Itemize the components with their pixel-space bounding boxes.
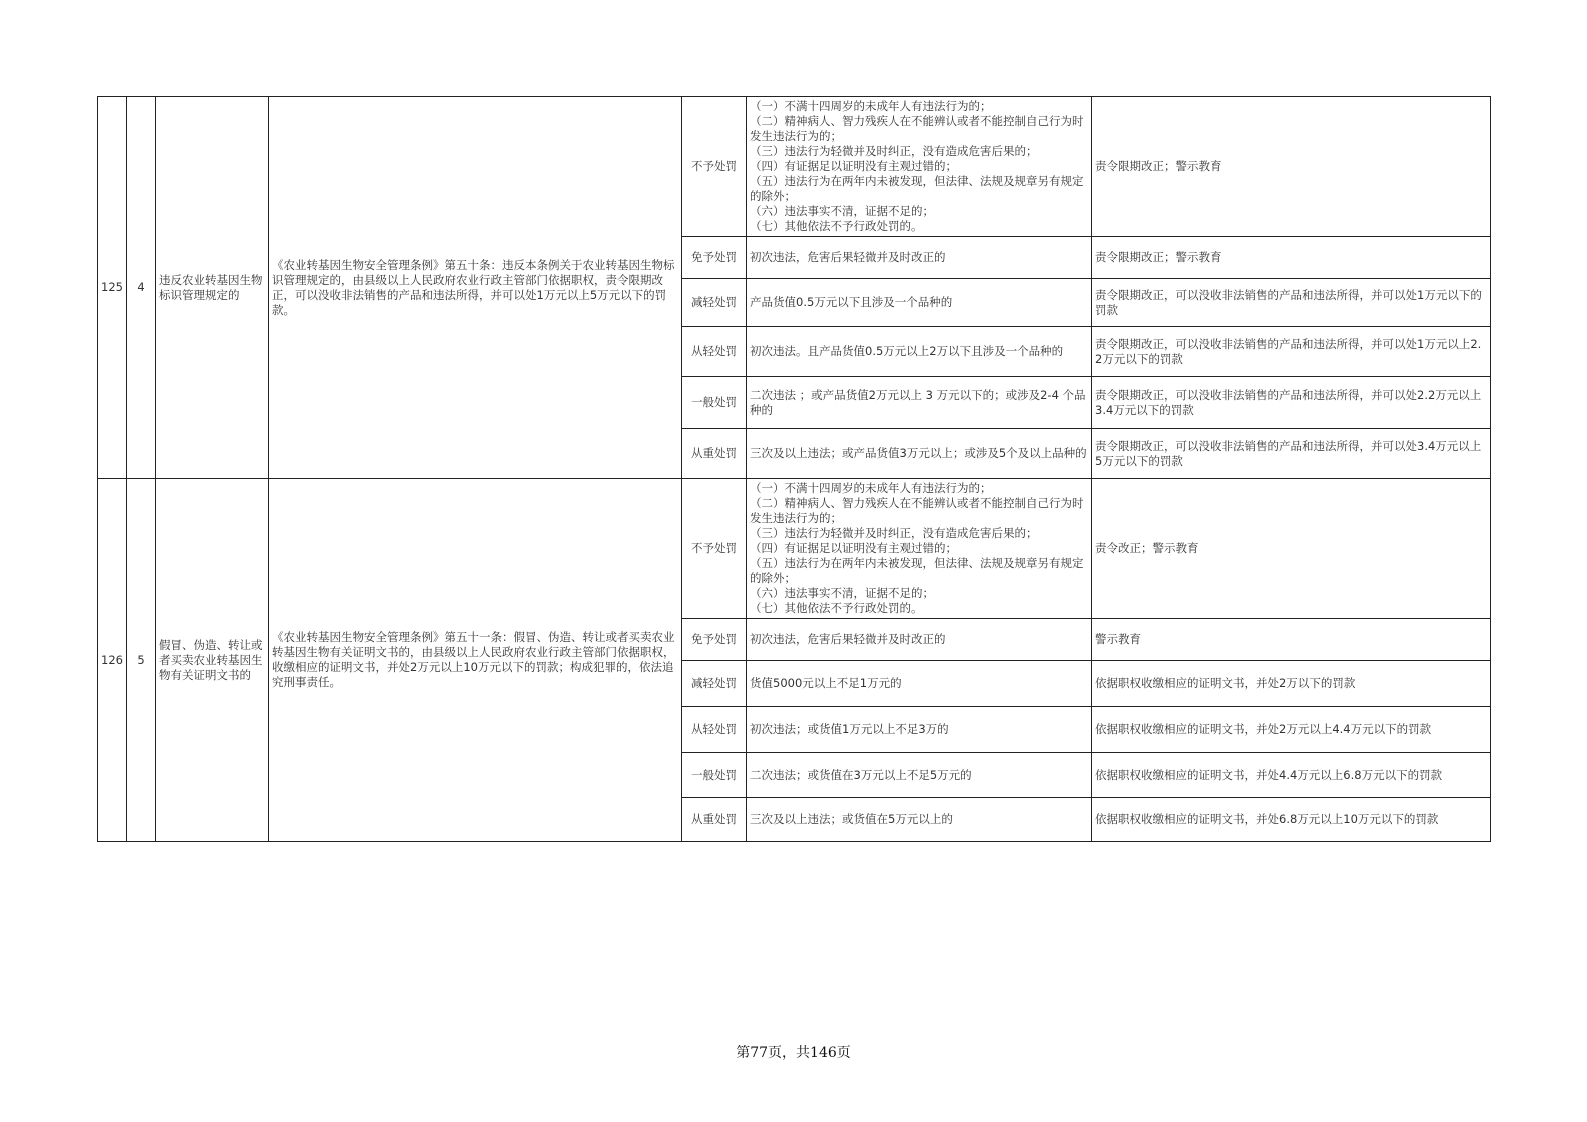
legal-basis: 《农业转基因生物安全管理条例》第五十一条：假冒、伪造、转让或者买卖农业转基因生物有关证明文书的，由县级以上人民政府农业行政主管部门依据职权，收缴相应的证明文书，并处2万元以上10万元以下的罚款；构成犯罪的，依法追究刑事责任。 [269, 479, 682, 842]
penalty-condition: 三次及以上违法；或产品货值3万元以上；或涉及5个及以上品种的 [747, 429, 1092, 479]
penalty-measure: 责令限期改正；警示教育 [1092, 97, 1491, 237]
penalty-condition: 二次违法；或货值在3万元以上不足5万元的 [747, 753, 1092, 798]
penalty-level: 免予处罚 [682, 619, 747, 661]
condition-line: （六）违法事实不清，证据不足的； [750, 204, 934, 218]
penalty-condition: 二次违法 ；或产品货值2万元以上 3 万元以下的；或涉及2-4 个品种的 [747, 377, 1092, 429]
condition-line: （六）违法事实不清，证据不足的； [750, 586, 934, 600]
penalty-standards-table [97, 96, 1491, 842]
penalty-measure: 警示教育 [1092, 619, 1491, 661]
penalty-measure: 依据职权收缴相应的证明文书，并处4.4万元以上6.8万元以下的罚款 [1092, 753, 1491, 798]
item-seq: 5 [127, 479, 156, 842]
penalty-level: 免予处罚 [682, 237, 747, 279]
penalty-condition: 初次违法，危害后果轻微并及时改正的 [747, 237, 1092, 279]
penalty-condition: 三次及以上违法；或货值在5万元以上的 [747, 798, 1092, 842]
penalty-measure: 责令改正；警示教育 [1092, 479, 1491, 619]
penalty-level: 从轻处罚 [682, 707, 747, 753]
item-id: 126 [98, 479, 127, 842]
condition-line: （三）违法行为轻微并及时纠正，没有造成危害后果的； [750, 144, 1038, 158]
penalty-level: 一般处罚 [682, 377, 747, 429]
penalty-condition: 初次违法。且产品货值0.5万元以上2万以下且涉及一个品种的 [747, 327, 1092, 377]
table-row [98, 97, 1491, 237]
condition-line: （一）不满十四周岁的未成年人有违法行为的； [750, 481, 992, 495]
penalty-level: 减轻处罚 [682, 279, 747, 327]
legal-basis: 《农业转基因生物安全管理条例》第五十条：违反本条例关于农业转基因生物标识管理规定的，由县级以上人民政府农业行政主管部门依据职权，责令限期改正，可以没收非法销售的产品和违法所得，并可以处1万元以上5万元以下的罚款。 [269, 97, 682, 479]
penalty-measure: 依据职权收缴相应的证明文书，并处6.8万元以上10万元以下的罚款 [1092, 798, 1491, 842]
penalty-level: 减轻处罚 [682, 661, 747, 707]
penalty-condition: 产品货值0.5万元以下且涉及一个品种的 [747, 279, 1092, 327]
penalty-measure: 依据职权收缴相应的证明文书，并处2万以下的罚款 [1092, 661, 1491, 707]
penalty-measure: 依据职权收缴相应的证明文书，并处2万元以上4.4万元以下的罚款 [1092, 707, 1491, 753]
violation-behavior: 违反农业转基因生物标识管理规定的 [156, 97, 269, 479]
condition-line: （三）违法行为轻微并及时纠正，没有造成危害后果的； [750, 526, 1038, 540]
penalty-level: 从重处罚 [682, 429, 747, 479]
penalty-level: 一般处罚 [682, 753, 747, 798]
penalty-level: 不予处罚 [682, 97, 747, 237]
item-id: 125 [98, 97, 127, 479]
condition-line: （一）不满十四周岁的未成年人有违法行为的； [750, 99, 992, 113]
condition-line: （七）其他依法不予行政处罚的。 [750, 219, 923, 233]
penalty-level: 从轻处罚 [682, 327, 747, 377]
penalty-condition: 初次违法，危害后果轻微并及时改正的 [747, 619, 1092, 661]
violation-behavior: 假冒、伪造、转让或者买卖农业转基因生物有关证明文书的 [156, 479, 269, 842]
condition-line: （二）精神病人、智力残疾人在不能辨认或者不能控制自己行为时发生违法行为的； [750, 496, 1084, 525]
penalty-condition: 初次违法；或货值1万元以上不足3万的 [747, 707, 1092, 753]
penalty-measure: 责令限期改正；警示教育 [1092, 237, 1491, 279]
penalty-measure: 责令限期改正，可以没收非法销售的产品和违法所得，并可以处1万元以上2.2万元以下的罚款 [1092, 327, 1491, 377]
table-row [98, 479, 1491, 619]
page-footer: 第77页，共146页 [736, 1045, 851, 1061]
penalty-measure: 责令限期改正，可以没收非法销售的产品和违法所得，并可以处1万元以下的罚款 [1092, 279, 1491, 327]
penalty-condition: 货值5000元以上不足1万元的 [747, 661, 1092, 707]
penalty-level: 不予处罚 [682, 479, 747, 619]
condition-line: （五）违法行为在两年内未被发现，但法律、法规及规章另有规定的除外； [750, 174, 1084, 203]
penalty-level: 从重处罚 [682, 798, 747, 842]
condition-line: （四）有证据足以证明没有主观过错的； [750, 159, 957, 173]
penalty-measure: 责令限期改正，可以没收非法销售的产品和违法所得，并可以处2.2万元以上3.4万元以下的罚款 [1092, 377, 1491, 429]
condition-line: （七）其他依法不予行政处罚的。 [750, 601, 923, 615]
condition-line: （五）违法行为在两年内未被发现，但法律、法规及规章另有规定的除外； [750, 556, 1084, 585]
item-seq: 4 [127, 97, 156, 479]
condition-line: （四）有证据足以证明没有主观过错的； [750, 541, 957, 555]
condition-line: （二）精神病人、智力残疾人在不能辨认或者不能控制自己行为时发生违法行为的； [750, 114, 1084, 143]
exemption-conditions [747, 97, 1092, 237]
exemption-conditions [747, 479, 1092, 619]
penalty-measure: 责令限期改正，可以没收非法销售的产品和违法所得，并可以处3.4万元以上5万元以下的罚款 [1092, 429, 1491, 479]
